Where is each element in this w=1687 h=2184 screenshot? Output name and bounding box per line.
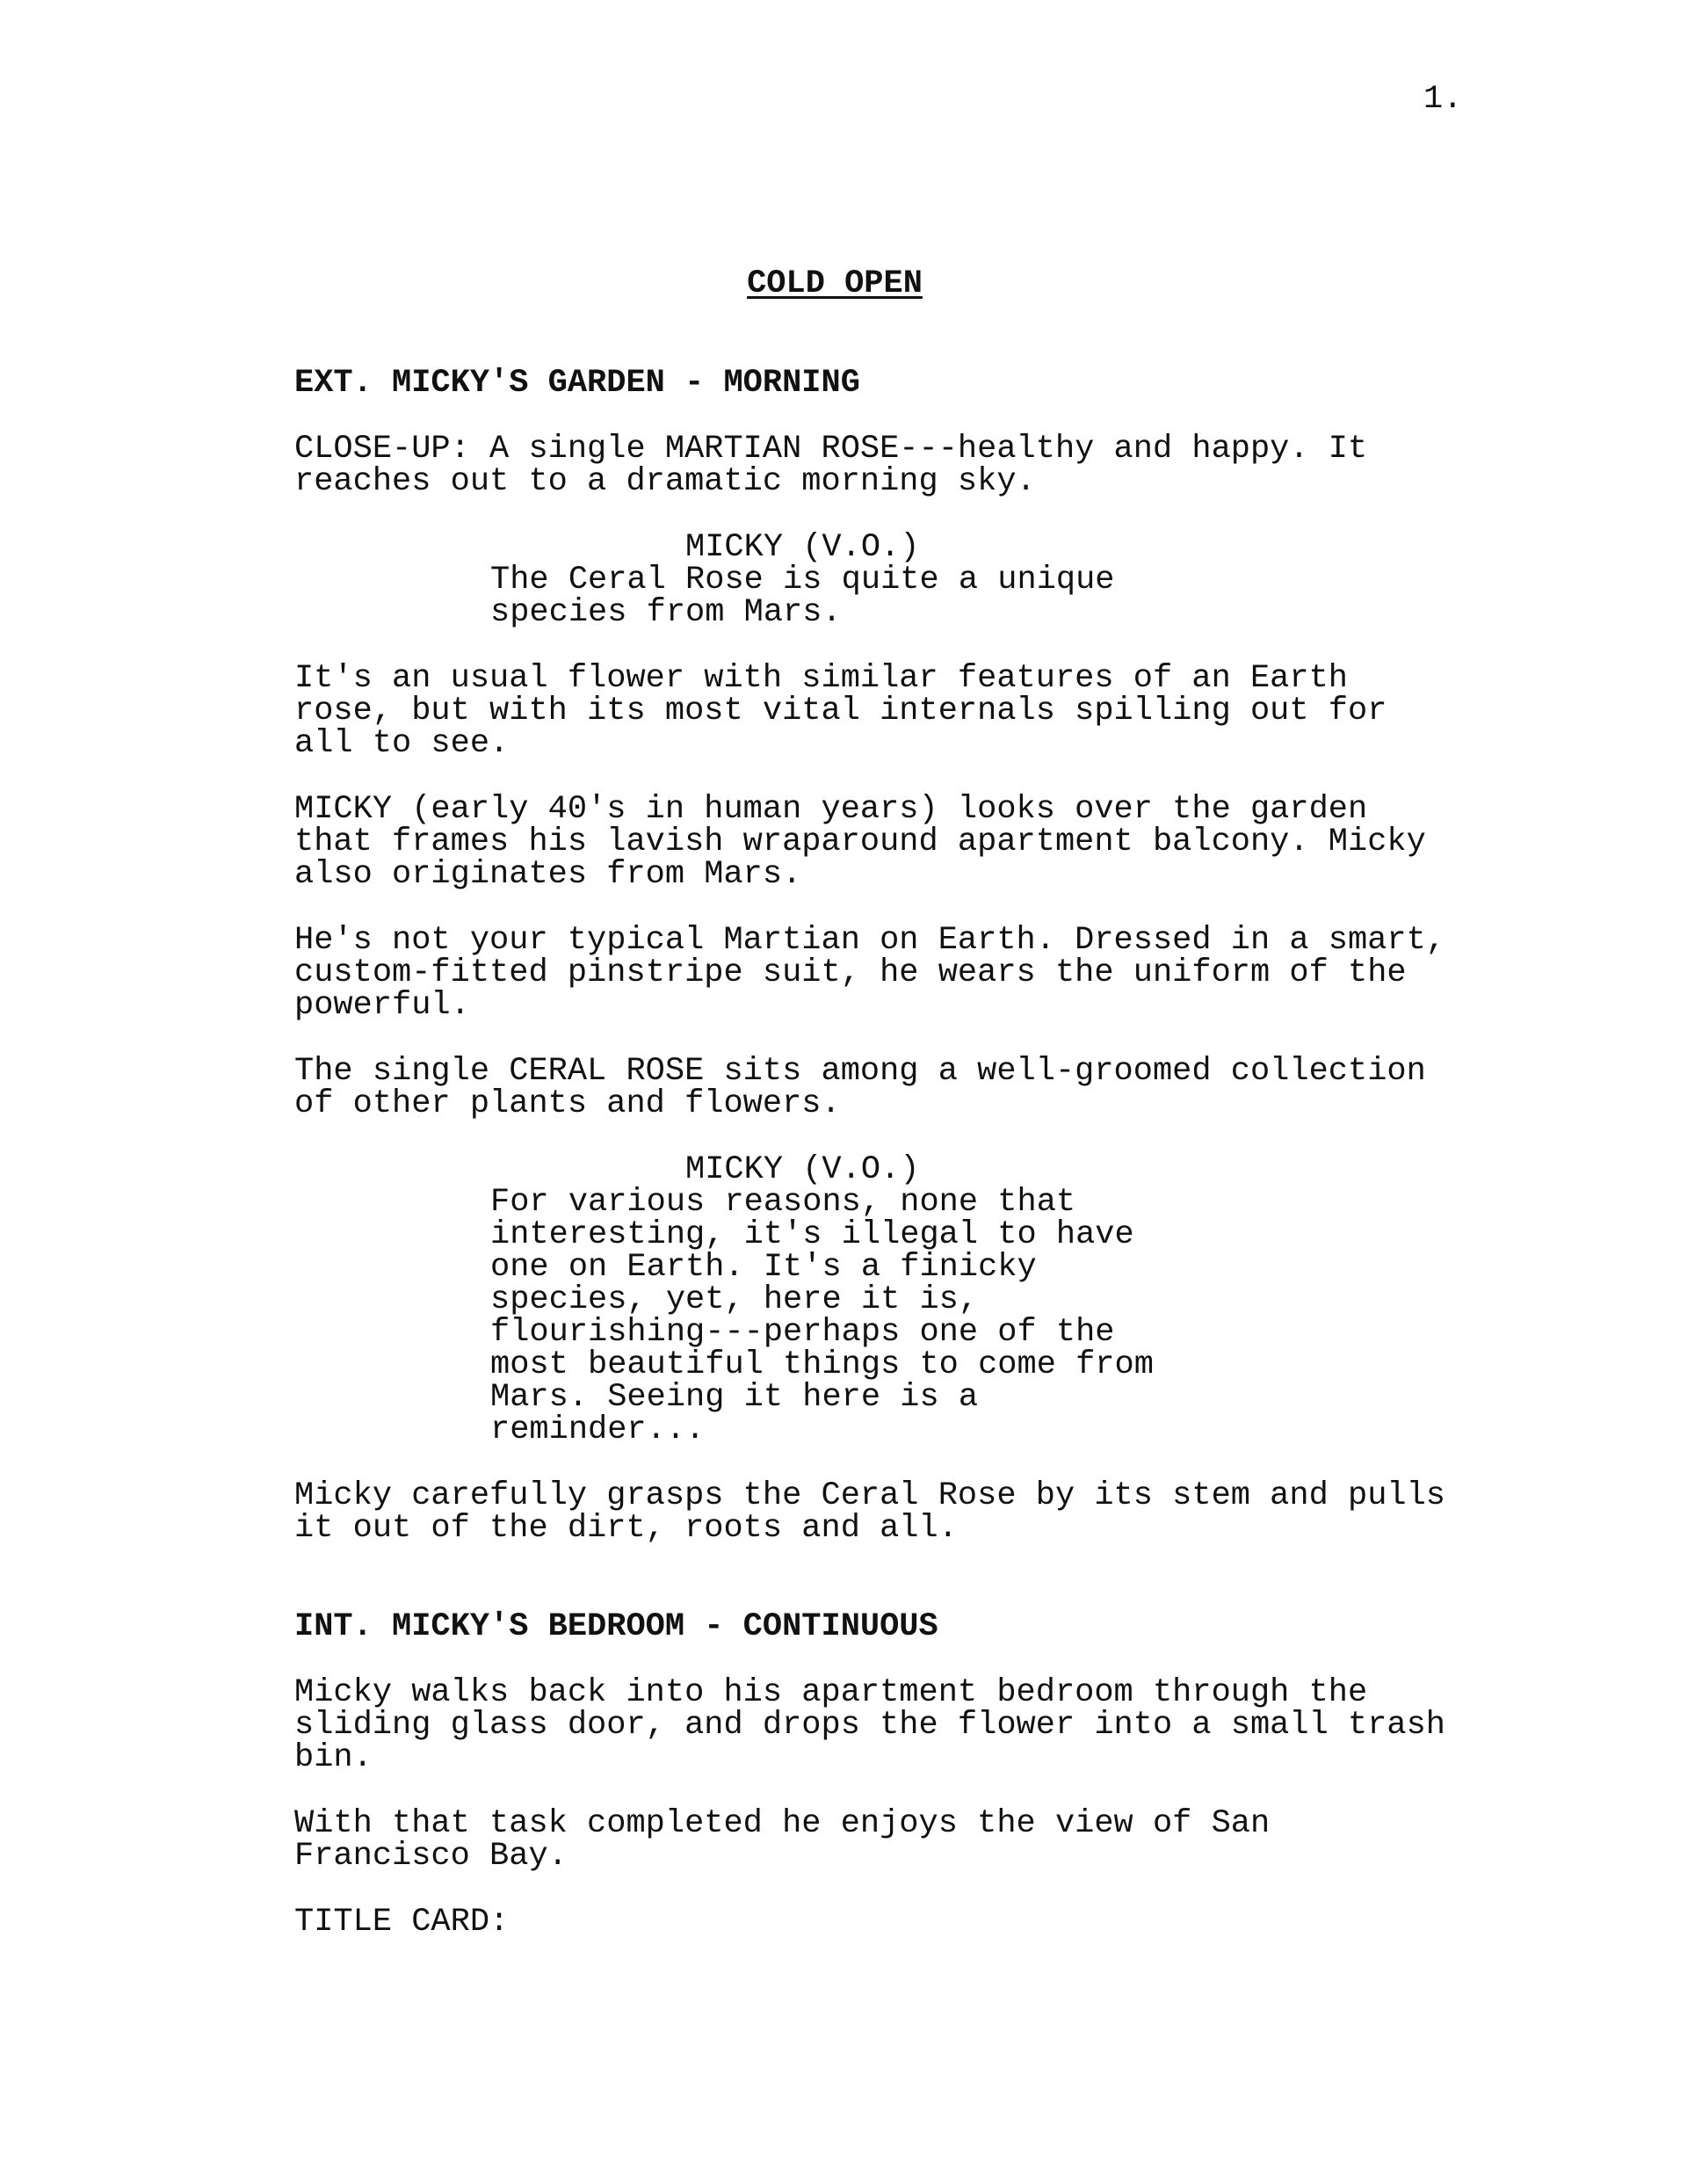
dialogue-line: species, yet, here it is, xyxy=(490,1281,979,1318)
action-line: rose, but with its most vital internals spilling out for xyxy=(294,693,1387,729)
character-name: MICKY (V.O.) xyxy=(685,1151,920,1188)
action-line: MICKY (early 40's in human years) looks over the garden xyxy=(294,791,1368,828)
page-number: 1. xyxy=(1423,81,1463,118)
section-title: COLD OPEN xyxy=(747,265,923,302)
action-line: also originates from Mars. xyxy=(294,856,802,893)
action-line: powerful. xyxy=(294,987,470,1024)
action-line: reaches out to a dramatic morning sky. xyxy=(294,463,1036,500)
action-line: bin. xyxy=(294,1739,373,1776)
action-line: CLOSE-UP: A single MARTIAN ROSE---healthy and happy. It xyxy=(294,431,1368,468)
action-line: He's not your typical Martian on Earth. Dressed in a smart, xyxy=(294,922,1446,959)
character-name: MICKY (V.O.) xyxy=(685,529,920,566)
dialogue-line: species from Mars. xyxy=(490,594,842,631)
transition-line: TITLE CARD: xyxy=(294,1904,510,1941)
action-line: The single CERAL ROSE sits among a well-groomed collection xyxy=(294,1053,1426,1090)
action-line: all to see. xyxy=(294,725,510,762)
action-line: it out of the dirt, roots and all. xyxy=(294,1510,958,1547)
action-line: that frames his lavish wraparound apartment balcony. Micky xyxy=(294,824,1426,860)
action-line: Francisco Bay. xyxy=(294,1838,568,1875)
action-line: of other plants and flowers. xyxy=(294,1085,841,1122)
dialogue-line: most beautiful things to come from xyxy=(490,1346,1154,1383)
action-line: custom-fitted pinstripe suit, he wears the uniform of the xyxy=(294,954,1407,991)
action-line: Micky walks back into his apartment bedroom through the xyxy=(294,1674,1368,1711)
dialogue-line: interesting, it's illegal to have xyxy=(490,1216,1134,1253)
action-line: Micky carefully grasps the Ceral Rose by its stem and pulls xyxy=(294,1477,1446,1514)
dialogue-line: reminder... xyxy=(490,1411,706,1448)
dialogue-line: one on Earth. It's a finicky xyxy=(490,1249,1037,1286)
scene-heading: EXT. MICKY'S GARDEN - MORNING xyxy=(294,365,860,402)
dialogue-line: Mars. Seeing it here is a xyxy=(490,1379,979,1416)
dialogue-line: For various reasons, none that xyxy=(490,1184,1076,1221)
dialogue-line: The Ceral Rose is quite a unique xyxy=(490,562,1115,599)
action-line: With that task completed he enjoys the view of San xyxy=(294,1805,1271,1842)
action-line: It's an usual flower with similar features of an Earth xyxy=(294,660,1348,697)
dialogue-line: flourishing---perhaps one of the xyxy=(490,1314,1115,1351)
action-line: sliding glass door, and drops the flower into a small trash xyxy=(294,1707,1446,1744)
scene-heading: INT. MICKY'S BEDROOM - CONTINUOUS xyxy=(294,1608,938,1645)
